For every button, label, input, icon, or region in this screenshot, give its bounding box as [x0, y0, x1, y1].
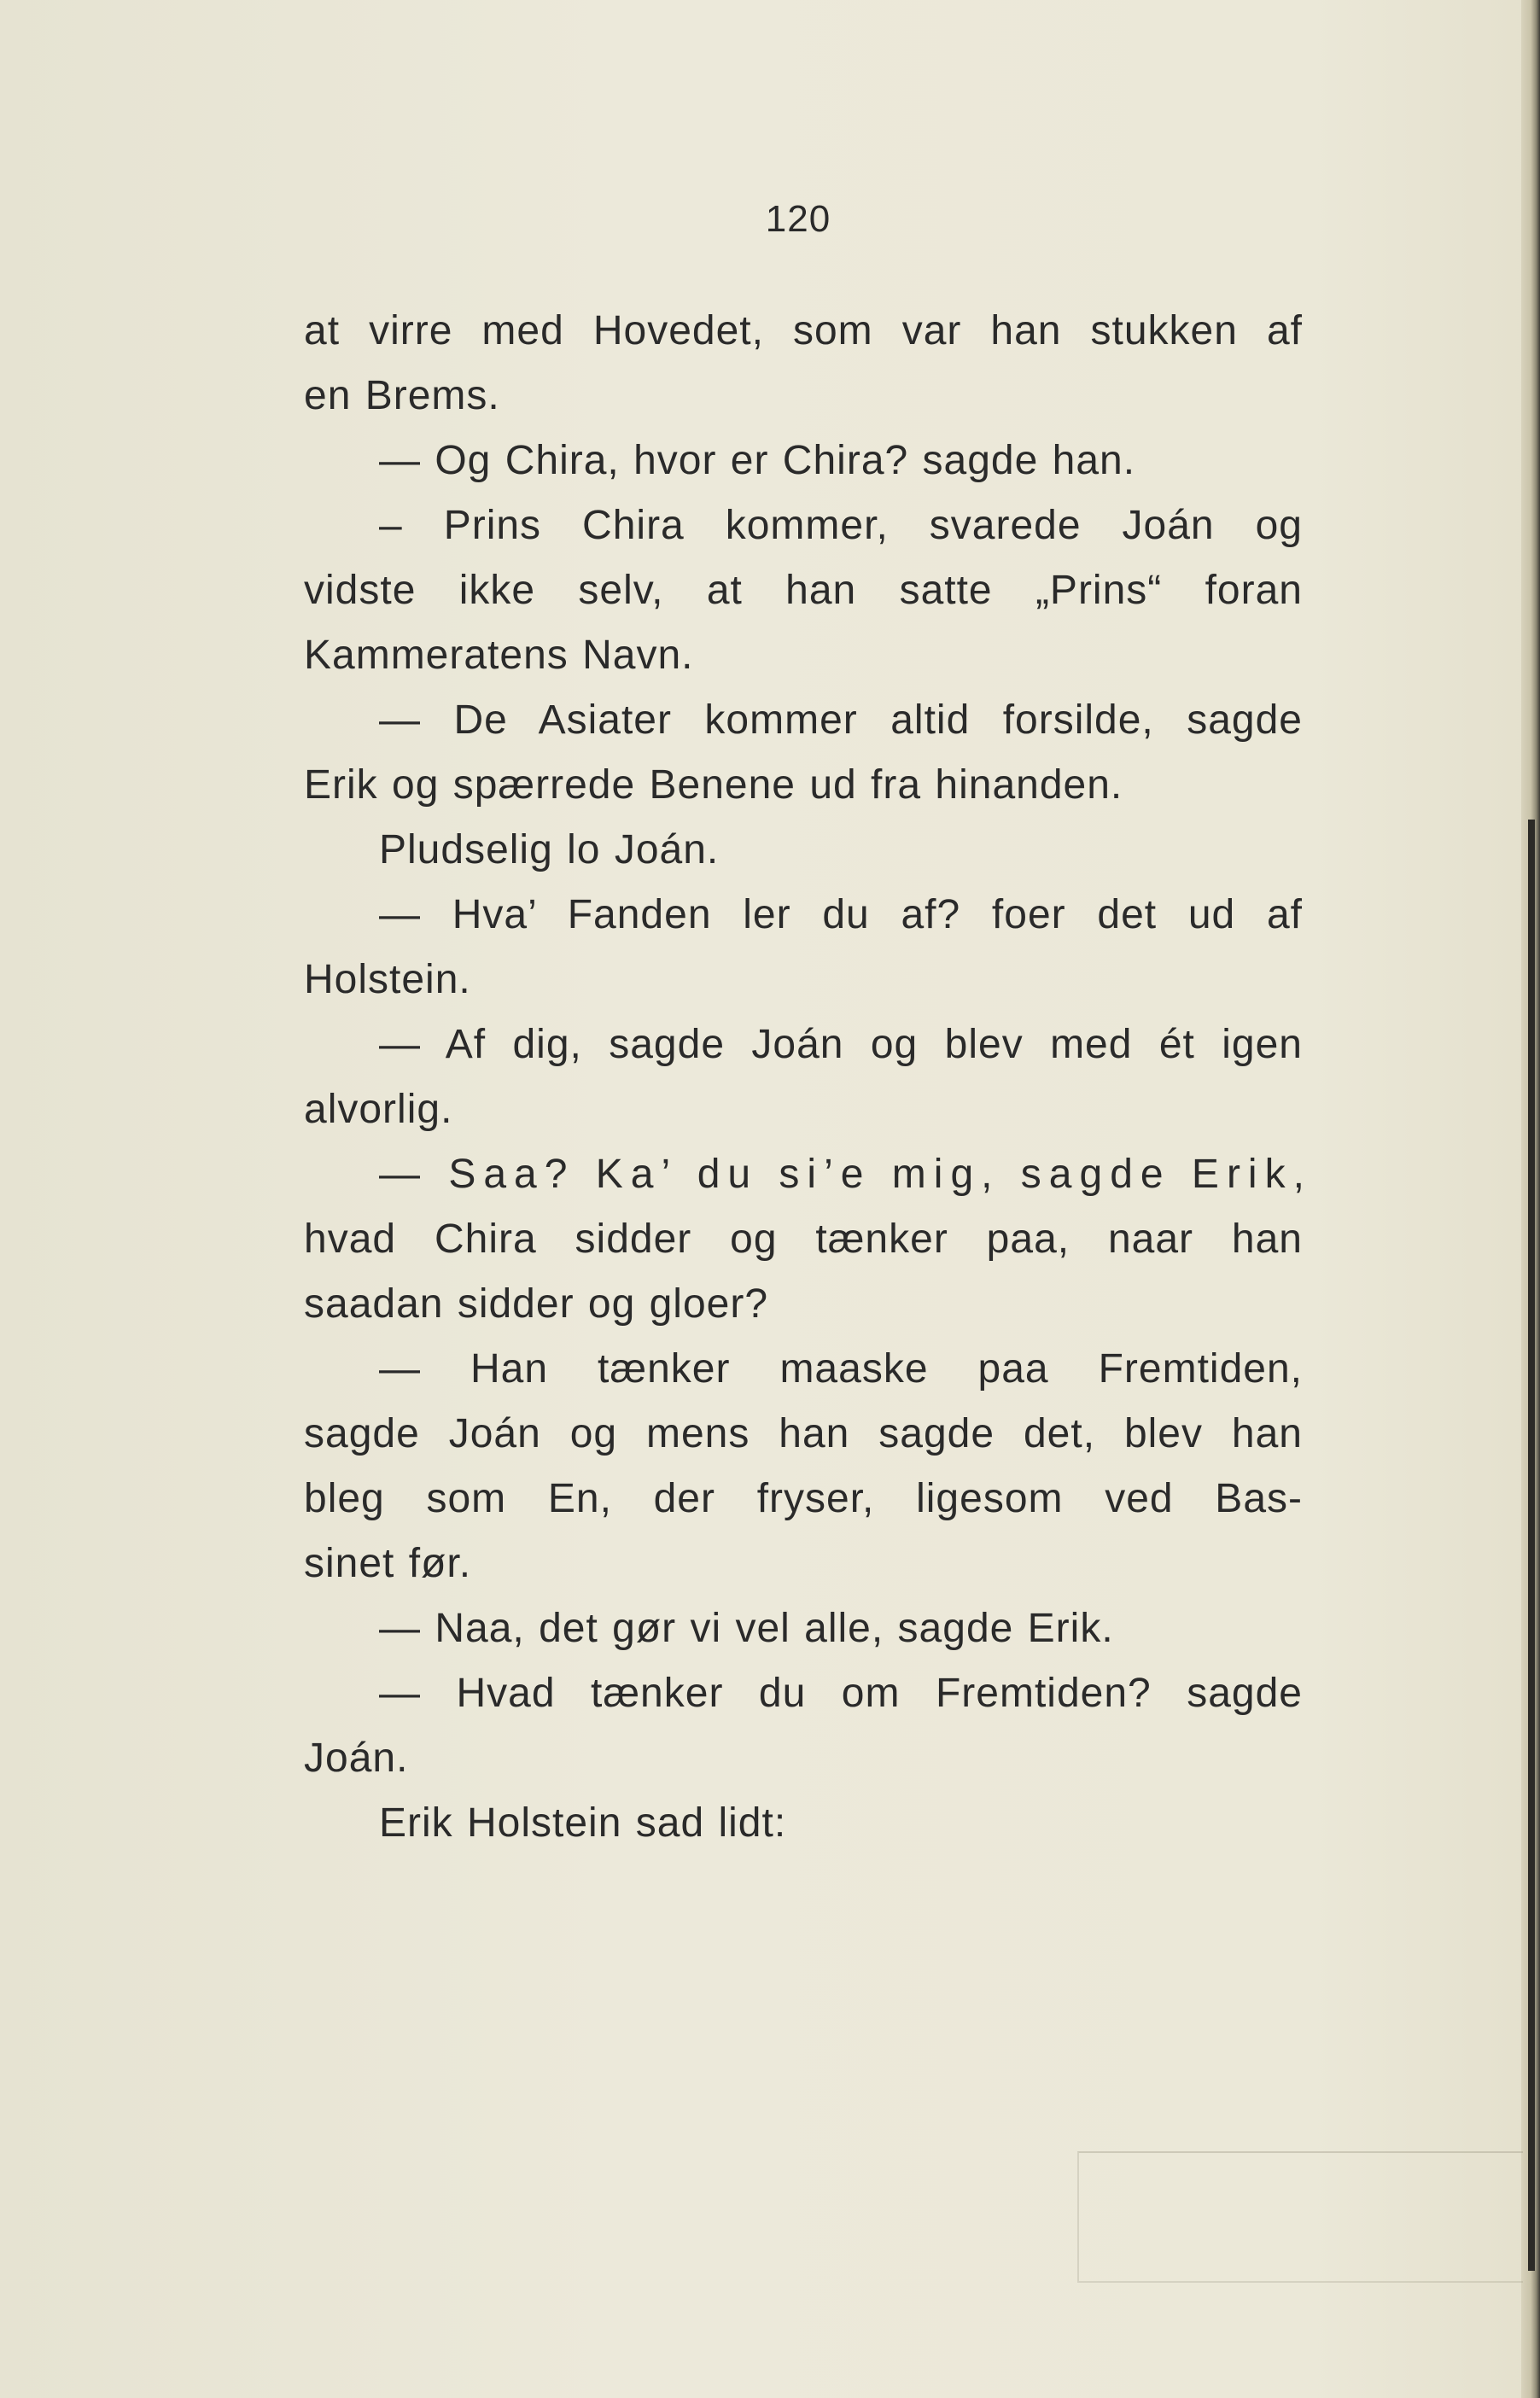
text-line: hvad Chira sidder og tænker paa, naar han	[304, 1217, 1303, 1262]
body-text	[304, 299, 1312, 1856]
text-line: — Hva’ Fanden ler du af? foer det ud af	[379, 892, 1303, 937]
text-line: — Naa, det gør vi vel alle, sagde Erik.	[379, 1606, 1114, 1651]
text-line: sinet før.	[304, 1541, 472, 1586]
text-line: Holstein.	[304, 957, 471, 1002]
text-line: — De Asiater kommer altid forsilde, sagde	[379, 697, 1303, 743]
page-number: 120	[765, 198, 831, 240]
text-line: Pludselig lo Joán.	[379, 827, 720, 872]
text-line: bleg som En, der fryser, ligesom ved Bas-	[304, 1476, 1303, 1521]
text-line: vidste ikke selv, at han satte „Prins“ foran	[304, 568, 1303, 613]
text-line: Erik Holstein sad lidt:	[379, 1800, 787, 1846]
text-line: — Af dig, sagde Joán og blev med ét igen	[379, 1022, 1303, 1067]
text-line: — Hvad tænker du om Fremtiden? sagde	[379, 1671, 1303, 1716]
text-line: en Brems.	[304, 373, 500, 418]
text-line: Erik og spærrede Benene ud fra hinanden.	[304, 762, 1123, 808]
text-line: alvorlig.	[304, 1087, 453, 1132]
text-line: — Og Chira, hvor er Chira? sagde han.	[379, 438, 1136, 483]
text-line: at virre med Hovedet, som var han stukken af	[304, 308, 1303, 353]
text-line: – Prins Chira kommer, svarede Joán og	[379, 503, 1303, 548]
book-binding-shadow	[1528, 820, 1535, 2271]
text-line: — Saa? Ka’ du si’e mig, sagde Erik,	[379, 1152, 1312, 1197]
text-line: saadan sidder og gloer?	[304, 1281, 769, 1327]
bleed-through-mark	[1077, 2151, 1523, 2283]
text-line: Joán.	[304, 1736, 409, 1781]
text-line: — Han tænker maaske paa Fremtiden,	[379, 1346, 1303, 1392]
text-line: sagde Joán og mens han sagde det, blev han	[304, 1411, 1303, 1456]
text-line: Kammeratens Navn.	[304, 633, 694, 678]
